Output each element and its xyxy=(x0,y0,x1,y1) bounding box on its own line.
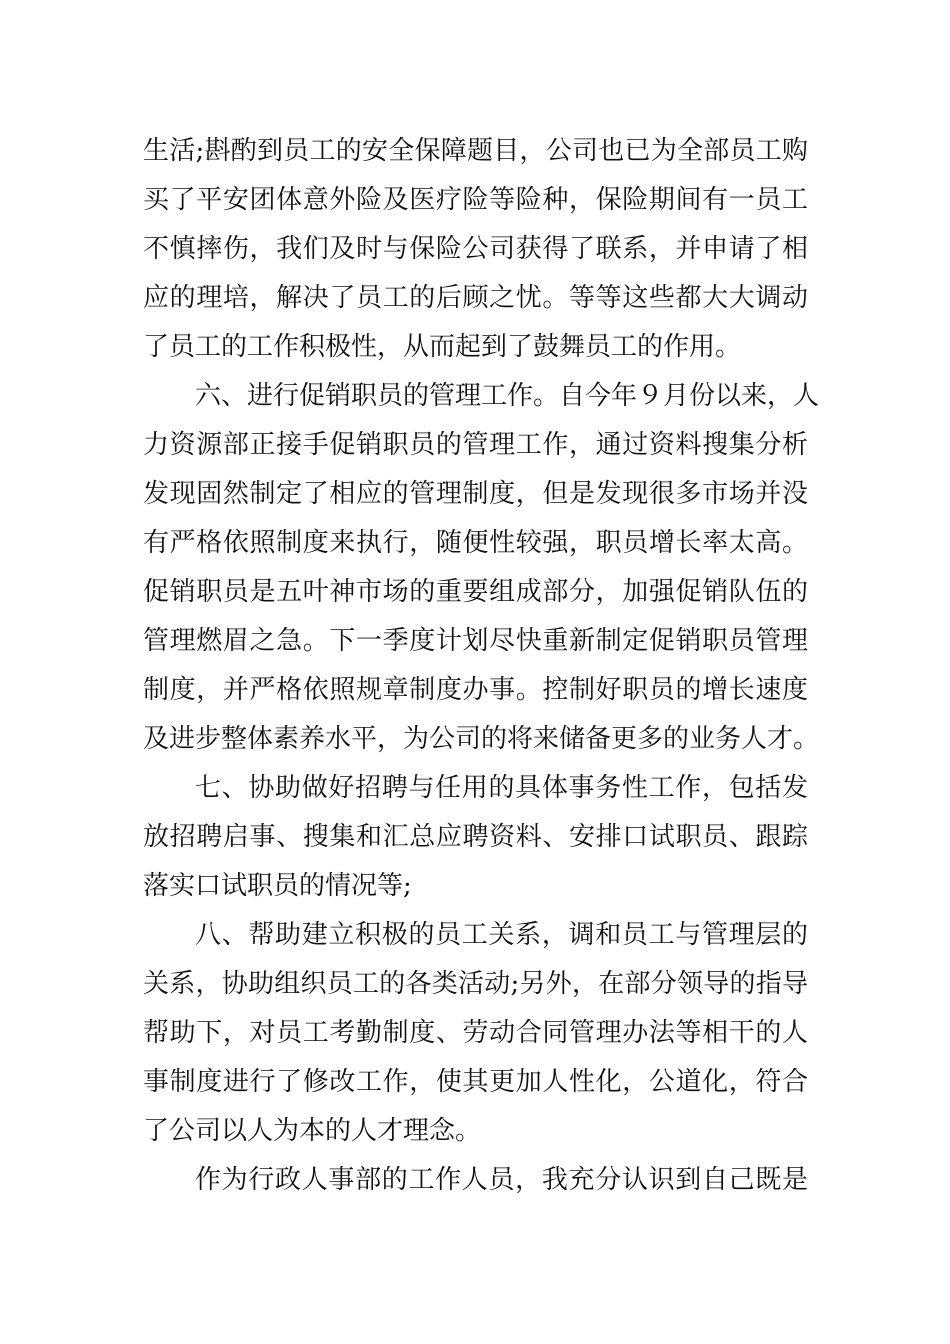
body-text xyxy=(143,127,820,1205)
text-line: 应的理培，解决了员工的后顾之忧。等等这些都大大调动 xyxy=(143,283,808,313)
text-line: 关系，协助组织员工的各类活动;另外，在部分领导的指导 xyxy=(143,969,808,999)
text-line: 六、进行促销职员的管理工作。自今年９月份以来，人 xyxy=(195,381,820,411)
text-line: 落实口试职员的情况等; xyxy=(143,871,412,901)
paragraph-3 xyxy=(143,764,808,911)
text-line: 管理燃眉之急。下一季度计划尽快重新制定促销职员管理 xyxy=(143,626,808,656)
text-line: 八、帮助建立积极的员工关系，调和员工与管理层的 xyxy=(195,920,808,950)
paragraph-4 xyxy=(143,911,808,1156)
text-line: 事制度进行了修改工作，使其更加人性化，公道化，符合 xyxy=(143,1067,808,1097)
paragraph-1 xyxy=(143,127,808,372)
text-line: 七、协助做好招聘与任用的具体事务性工作，包括发 xyxy=(195,773,808,803)
text-line: 促销职员是五叶神市场的重要组成部分，加强促销队伍的 xyxy=(143,577,808,607)
text-line: 生活;斟酌到员工的安全保障题目，公司也已为全部员工购 xyxy=(143,136,808,166)
text-line: 及进步整体素养水平，为公司的将来储备更多的业务人才。 xyxy=(143,724,820,754)
text-line: 作为行政人事部的工作人员，我充分认识到自己既是 xyxy=(195,1165,808,1195)
text-line: 制度，并严格依照规章制度办事。控制好职员的增长速度 xyxy=(143,675,808,705)
text-line: 买了平安团体意外险及医疗险等险种，保险期间有一员工 xyxy=(143,185,808,215)
text-line: 力资源部正接手促销职员的管理工作，通过资料搜集分析 xyxy=(143,430,808,460)
text-line: 不慎摔伤，我们及时与保险公司获得了联系，并申请了相 xyxy=(143,234,808,264)
text-line: 放招聘启事、搜集和汇总应聘资料、安排口试职员、跟踪 xyxy=(143,822,808,852)
paragraph-2 xyxy=(143,372,820,764)
text-line: 有严格依照制度来执行，随便性较强，职员增长率太高。 xyxy=(143,528,808,558)
paragraph-5 xyxy=(143,1156,808,1205)
text-line: 发现固然制定了相应的管理制度，但是发现很多市场并没 xyxy=(143,479,808,509)
text-line: 帮助下，对员工考勤制度、劳动合同管理办法等相干的人 xyxy=(143,1018,808,1048)
text-line: 了公司以人为本的人才理念。 xyxy=(143,1116,482,1146)
text-line: 了员工的工作积极性，从而起到了鼓舞员工的作用。 xyxy=(143,332,742,362)
